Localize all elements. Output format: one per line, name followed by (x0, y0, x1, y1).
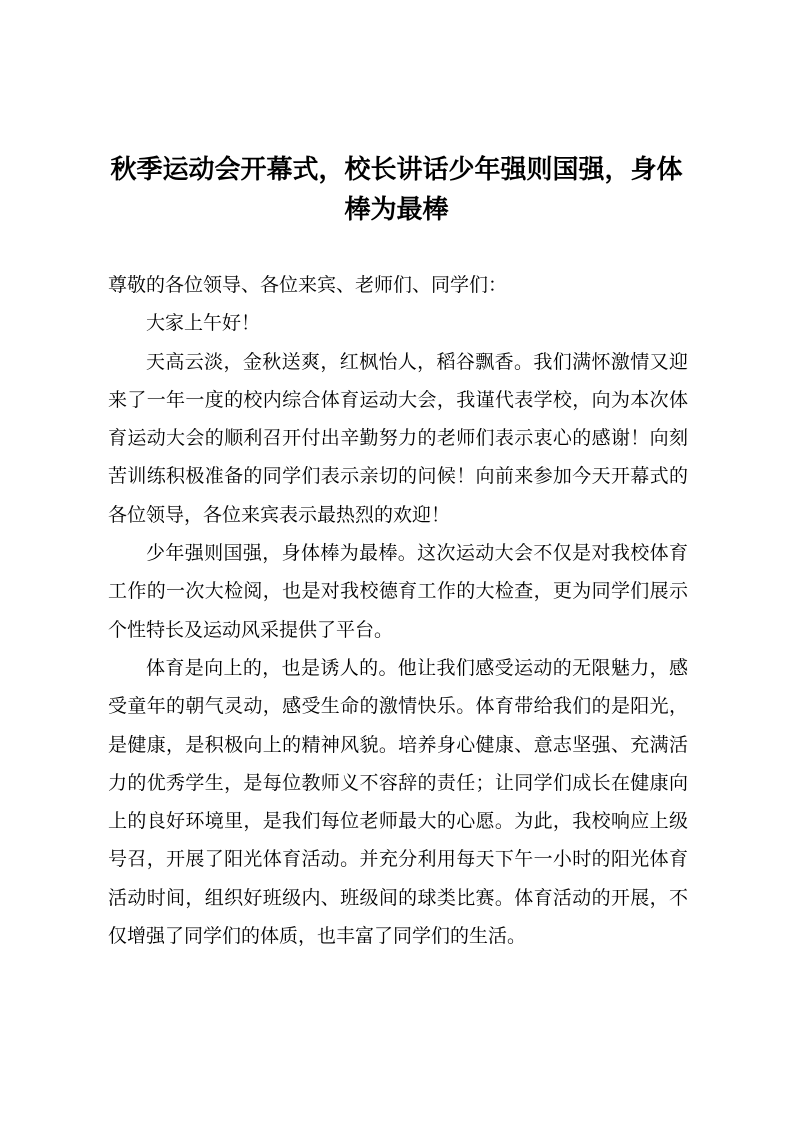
document-body (108, 266, 688, 955)
paragraph-greeting: 大家上午好！ (146, 312, 261, 335)
paragraph-opening: 天高云淡，金秋送爽，红枫怡人，稻谷飘香。我们满怀激情又迎来了一年一度的校内综合体育运动大会，我谨代表学校，向为本次体育运动大会的顺利召开付出辛勤努力的老师们表示衷心的感谢！向刻苦训练积极准备的同学们表示亲切的问候！向前来参加今天开幕式的各位领导，各位来宾表示最热烈的欢迎！ (108, 350, 688, 526)
salutation: 尊敬的各位领导、各位来宾、老师们、同学们： (108, 274, 508, 296)
paragraph-sports: 体育是向上的，也是诱人的。他让我们感受运动的无限魅力，感受童年的朝气灵动，感受生命的激情快乐。体育带给我们的是阳光，是健康，是积极向上的精神风貌。培养身心健康、意志坚强、充满活力的优秀学生，是每位教师义不容辞的责任；让同学们成长在健康向上的良好环境里，是我们每位老师最大的心愿。为此，我校响应上级号召，开展了阳光体育活动。并充分利用每天下午一小时的阳光体育活动时间，组织好班级内、班级间的球类比赛。体育活动的开展，不仅增强了同学们的体质，也丰富了同学们的生活。 (108, 656, 688, 948)
document-title: 秋季运动会开幕式，校长讲话少年强则国强，身体棒为最棒 (110, 155, 683, 225)
paragraph-theme: 少年强则国强，身体棒为最棒。这次运动大会不仅是对我校体育工作的一次大检阅，也是对我校德育工作的大检查，更为同学们展示个性特长及运动风采提供了平台。 (108, 542, 688, 641)
